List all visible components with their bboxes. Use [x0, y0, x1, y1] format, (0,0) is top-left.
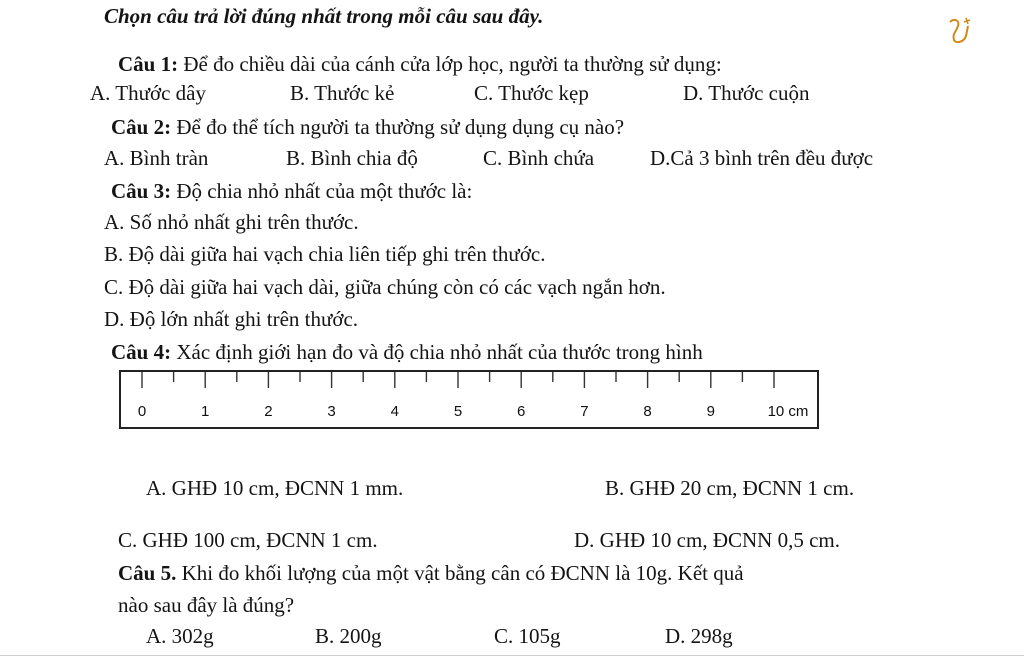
ruler-label: 8 [643, 403, 652, 420]
q2-option-b[interactable]: B. Bình chia độ [286, 146, 418, 170]
q3-option-c[interactable]: C. Độ dài giữa hai vạch dài, giữa chúng còn có các vạch ngắn hơn. [104, 275, 666, 299]
q4-option-a[interactable]: A. GHĐ 10 cm, ĐCNN 1 mm. [146, 476, 404, 500]
ruler-label: 9 [706, 403, 715, 420]
q5-option-a[interactable]: A. 302g [146, 624, 214, 648]
ruler-label: 5 [453, 403, 463, 420]
q4-option-d[interactable]: D. GHĐ 10 cm, ĐCNN 0,5 cm. [574, 528, 840, 552]
ruler-svg [121, 372, 817, 427]
q5-option-b[interactable]: B. 200g [315, 624, 382, 648]
q2-option-a[interactable]: A. Bình tràn [104, 146, 209, 170]
ruler-label: 2 [264, 403, 273, 420]
ruler-label: 1 [201, 403, 210, 420]
handwritten-mark [944, 16, 978, 51]
q1-option-d[interactable]: D. Thước cuộn [683, 81, 810, 105]
q3-option-d[interactable]: D. Độ lớn nhất ghi trên thước. [104, 307, 359, 331]
question-5-line-1: Câu 5. Khi đo khối lượng của một vật bằng cân có ĐCNN là 10g. Kết quả [118, 561, 744, 585]
q4-option-b[interactable]: B. GHĐ 20 cm, ĐCNN 1 cm. [605, 476, 855, 500]
q2-option-d[interactable]: D.Cả 3 bình trên đều được [650, 146, 874, 170]
ruler-label: 4 [390, 403, 399, 420]
q3-option-b[interactable]: B. Độ dài giữa hai vạch chia liên tiếp ghi trên thước. [104, 242, 546, 266]
question-3: Câu 3: Độ chia nhỏ nhất của một thước là: [111, 179, 473, 203]
handwritten-mark-icon [944, 16, 978, 46]
ruler-label: 10 cm [767, 403, 809, 420]
q1-option-a[interactable]: A. Thước dây [90, 81, 206, 105]
question-2: Câu 2: Để đo thể tích người ta thường sử dụng dụng cụ nào? [111, 115, 625, 139]
ruler-label: 0 [137, 403, 147, 420]
question-5-line-2: nào sau đây là đúng? [118, 593, 295, 617]
ruler-label: 3 [327, 403, 336, 420]
q3-option-a[interactable]: A. Số nhỏ nhất ghi trên thước. [104, 210, 359, 234]
q1-option-b[interactable]: B. Thước kẻ [290, 81, 395, 105]
question-4: Câu 4: Xác định giới hạn đo và độ chia nhỏ nhất của thước trong hình [111, 340, 703, 364]
q4-option-c[interactable]: C. GHĐ 100 cm, ĐCNN 1 cm. [118, 528, 378, 552]
q5-option-c[interactable]: C. 105g [494, 624, 561, 648]
question-1: Câu 1: Để đo chiều dài của cánh cửa lớp học, người ta thường sử dụng: [118, 52, 722, 76]
q2-option-c[interactable]: C. Bình chứa [483, 146, 595, 170]
q5-option-d[interactable]: D. 298g [665, 624, 733, 648]
q1-option-c[interactable]: C. Thước kẹp [474, 81, 589, 105]
ruler-label: 6 [517, 403, 526, 420]
ruler-label: 7 [580, 403, 589, 420]
page-heading: Chọn câu trả lời đúng nhất trong mỗi câu sau đây. [104, 4, 544, 28]
ruler-figure [119, 370, 819, 429]
bottom-divider [0, 655, 1024, 656]
